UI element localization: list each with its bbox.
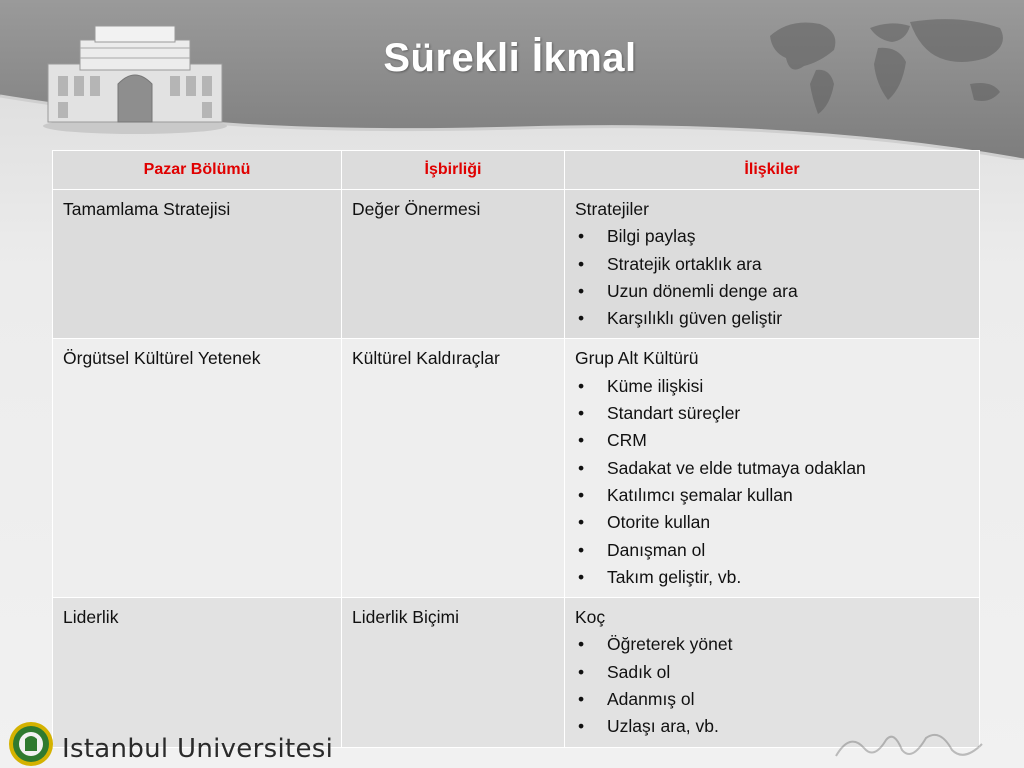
bullet-icon: •: [578, 375, 585, 396]
list-item: [575, 278, 969, 305]
list-item: [575, 631, 969, 658]
cell-relations: [565, 598, 980, 747]
header-isbirligi: İşbirliği: [342, 151, 565, 190]
bullet-icon: •: [578, 226, 585, 247]
list-item-text: Bilgi paylaş: [607, 226, 696, 247]
comparison-table: [52, 150, 979, 748]
bullet-icon: •: [578, 634, 585, 655]
list-item: [575, 400, 969, 427]
header-banner: [0, 0, 1024, 160]
bullet-icon: •: [578, 689, 585, 710]
cell-segment: Liderlik: [53, 598, 342, 747]
list-item-text: Karşılıklı güven geliştir: [607, 308, 783, 329]
relations-list: [575, 373, 969, 591]
list-item-text: Küme ilişkisi: [607, 375, 704, 396]
university-gate-image: [40, 18, 230, 136]
list-item-text: Uzun dönemli denge ara: [607, 280, 798, 301]
list-item-text: Sadakat ve elde tutmaya odaklan: [607, 457, 866, 478]
bullet-icon: •: [578, 716, 585, 737]
list-item-text: CRM: [607, 430, 647, 451]
list-item: [575, 482, 969, 509]
list-item: [575, 305, 969, 332]
bullet-icon: •: [578, 253, 585, 274]
list-item-text: Adanmış ol: [607, 689, 695, 710]
table-row: [53, 339, 980, 598]
list-item: [575, 223, 969, 250]
signature-watermark: [830, 726, 990, 766]
list-item-text: Sadık ol: [607, 661, 671, 682]
bullet-icon: •: [578, 403, 585, 424]
cell-cooperation: Kültürel Kaldıraçlar: [342, 339, 565, 598]
cell-relations: [565, 339, 980, 598]
list-item: [575, 564, 969, 591]
footer-university-name: Istanbul Universitesi: [62, 734, 334, 764]
cell-relations: [565, 190, 980, 339]
relations-list: [575, 631, 969, 740]
slide-title: Sürekli İkmal: [383, 36, 637, 80]
list-item: [575, 686, 969, 713]
header-pazar-bolumu: Pazar Bölümü: [53, 151, 342, 190]
list-item: [575, 251, 969, 278]
bullet-icon: •: [578, 457, 585, 478]
list-item-text: Danışman ol: [607, 539, 706, 560]
relations-list: [575, 223, 969, 332]
world-map-image: [760, 6, 1020, 126]
header-iliskiler: İlişkiler: [565, 151, 980, 190]
list-item-text: Otorite kullan: [607, 512, 711, 533]
relations-title: Stratejiler: [575, 199, 649, 219]
list-item: [575, 509, 969, 536]
table-header-row: [53, 151, 980, 190]
table-row: [53, 190, 980, 339]
cell-cooperation: Değer Önermesi: [342, 190, 565, 339]
list-item-text: Katılımcı şemalar kullan: [607, 484, 793, 505]
university-seal-icon: [8, 721, 54, 767]
bullet-icon: •: [578, 566, 585, 587]
bullet-icon: •: [578, 430, 585, 451]
list-item: [575, 659, 969, 686]
cell-cooperation: Liderlik Biçimi: [342, 598, 565, 747]
bullet-icon: •: [578, 661, 585, 682]
list-item: [575, 537, 969, 564]
relations-title: Grup Alt Kültürü: [575, 348, 699, 369]
bullet-icon: •: [578, 484, 585, 505]
list-item-text: Standart süreçler: [607, 403, 741, 424]
list-item-text: Uzlaşı ara, vb.: [607, 716, 719, 737]
list-item-text: Öğreterek yönet: [607, 634, 733, 655]
bullet-icon: •: [578, 280, 585, 301]
list-item-text: Stratejik ortaklık ara: [607, 253, 762, 274]
relations-title: Koç: [575, 607, 606, 628]
table-row: [53, 598, 980, 747]
list-item: [575, 373, 969, 400]
list-item-text: Takım geliştir, vb.: [607, 566, 742, 587]
bullet-icon: •: [578, 308, 585, 329]
cell-segment: Tamamlama Stratejisi: [53, 190, 342, 339]
bullet-icon: •: [578, 539, 585, 560]
bullet-icon: •: [578, 512, 585, 533]
cell-segment: Örgütsel Kültürel Yetenek: [53, 339, 342, 598]
list-item: [575, 427, 969, 454]
list-item: [575, 455, 969, 482]
